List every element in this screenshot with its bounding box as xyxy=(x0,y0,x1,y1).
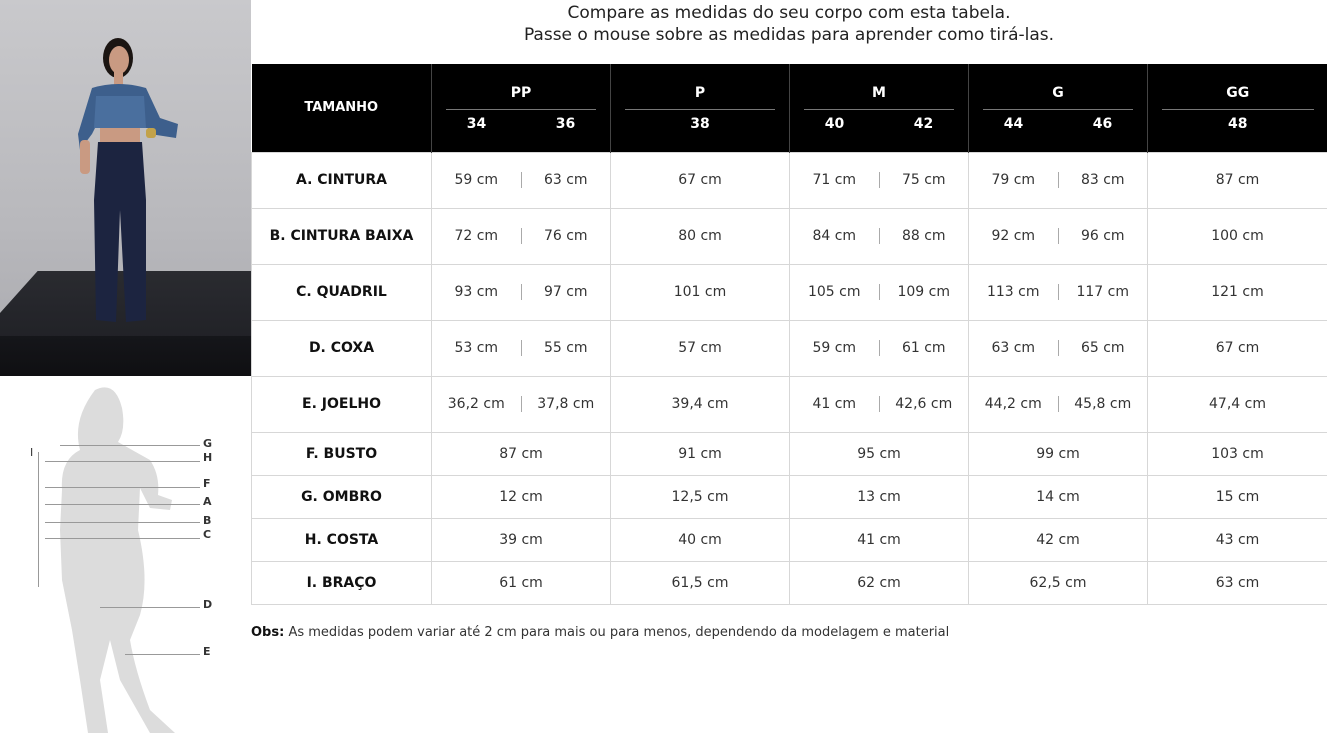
intro-text xyxy=(251,2,1327,46)
obs-text: As medidas podem variar até 2 cm para mais ou para menos, dependendo da modelagem e material xyxy=(288,625,950,640)
measurement-cell: 62,5 cm xyxy=(969,561,1148,604)
measurement-cell: 103 cm xyxy=(1148,432,1327,475)
value-text: 93 cm xyxy=(454,284,499,300)
value-text: 63 cm xyxy=(543,172,588,188)
table-header-row xyxy=(252,64,1327,152)
measurement-cell: 80 cm xyxy=(611,208,790,264)
measurement-cell: 95 cm xyxy=(790,432,969,475)
figure-label-g[interactable]: G xyxy=(203,437,213,450)
measurement-cell xyxy=(790,320,969,376)
value-text: 109 cm xyxy=(897,284,950,300)
table-row xyxy=(252,264,1327,320)
measurement-silhouette xyxy=(0,380,251,733)
measurement-cell: 101 cm xyxy=(611,264,790,320)
header-size-label: TAMANHO xyxy=(252,64,432,152)
value-text: 40 xyxy=(824,116,845,133)
value-text: 37,8 cm xyxy=(537,396,595,412)
measurement-cell: 121 cm xyxy=(1148,264,1327,320)
value-text: 55 cm xyxy=(543,340,588,356)
row-label[interactable]: F. BUSTO xyxy=(252,432,432,475)
table-row xyxy=(252,208,1327,264)
measurement-cell: 67 cm xyxy=(1148,320,1327,376)
value-text: 61 cm xyxy=(901,340,946,356)
value-text: 79 cm xyxy=(991,172,1036,188)
measurement-cell xyxy=(432,152,611,208)
row-label[interactable]: A. CINTURA xyxy=(252,152,432,208)
measurement-cell xyxy=(432,376,611,432)
intro-line-2: Passe o mouse sobre as medidas para aprender como tirá-las. xyxy=(523,25,1055,45)
table-row xyxy=(252,320,1327,376)
observation-note xyxy=(251,625,949,640)
value-text: 42 xyxy=(913,116,934,133)
measurement-cell xyxy=(969,208,1148,264)
value-text: 96 cm xyxy=(1080,228,1125,244)
value-text: 45,8 cm xyxy=(1074,396,1132,412)
table-row xyxy=(252,376,1327,432)
obs-label: Obs: xyxy=(251,625,285,640)
measurement-cell: 39,4 cm xyxy=(611,376,790,432)
measurement-cell xyxy=(790,208,969,264)
header-group-g: G 44 46 xyxy=(969,64,1148,152)
table-row xyxy=(252,475,1327,518)
measurement-cell: 100 cm xyxy=(1148,208,1327,264)
figure-label-a[interactable]: A xyxy=(203,495,212,508)
size-table xyxy=(251,64,1327,605)
value-text: 59 cm xyxy=(454,172,499,188)
value-text: 34 xyxy=(466,116,487,133)
measurement-cell: 39 cm xyxy=(432,518,611,561)
header-group-pp: PP 34 36 xyxy=(432,64,611,152)
value-text: 88 cm xyxy=(901,228,946,244)
value-text: 105 cm xyxy=(807,284,861,300)
value-text: 75 cm xyxy=(901,172,946,188)
row-label[interactable]: B. CINTURA BAIXA xyxy=(252,208,432,264)
value-text: 44 xyxy=(1003,116,1024,133)
figure-label-h[interactable]: H xyxy=(203,451,213,464)
value-text: 36,2 cm xyxy=(447,396,505,412)
row-label[interactable]: G. OMBRO xyxy=(252,475,432,518)
value-text: 41 cm xyxy=(812,396,857,412)
measurement-cell: 57 cm xyxy=(611,320,790,376)
measurement-cell: 43 cm xyxy=(1148,518,1327,561)
value-text: 84 cm xyxy=(812,228,857,244)
measurement-cell xyxy=(432,320,611,376)
row-label[interactable]: D. COXA xyxy=(252,320,432,376)
figure-label-e[interactable]: E xyxy=(203,645,211,658)
figure-label-f[interactable]: F xyxy=(203,477,211,490)
value-text: 53 cm xyxy=(454,340,499,356)
measurement-cell xyxy=(432,208,611,264)
measurement-cell: 61,5 cm xyxy=(611,561,790,604)
measurement-cell: 99 cm xyxy=(969,432,1148,475)
table-row xyxy=(252,518,1327,561)
value-text: 44,2 cm xyxy=(984,396,1042,412)
value-text: 36 xyxy=(555,116,576,133)
measurement-cell: 67 cm xyxy=(611,152,790,208)
measurement-cell: 61 cm xyxy=(432,561,611,604)
row-label[interactable]: C. QUADRIL xyxy=(252,264,432,320)
value-text: 76 cm xyxy=(543,228,588,244)
value-text: 92 cm xyxy=(991,228,1036,244)
table-row xyxy=(252,561,1327,604)
table-row xyxy=(252,432,1327,475)
measurement-cell xyxy=(790,376,969,432)
measurement-cell xyxy=(790,152,969,208)
measurement-cell xyxy=(969,320,1148,376)
value-text: 42,6 cm xyxy=(895,396,953,412)
measurement-cell xyxy=(969,152,1148,208)
value-text: 97 cm xyxy=(543,284,588,300)
product-photo xyxy=(0,0,251,376)
measurement-cell: 47,4 cm xyxy=(1148,376,1327,432)
measurement-cell: 42 cm xyxy=(969,518,1148,561)
measurement-cell: 41 cm xyxy=(790,518,969,561)
header-group-p: P 38 xyxy=(611,64,790,152)
value-text: 72 cm xyxy=(454,228,499,244)
measurement-cell: 12,5 cm xyxy=(611,475,790,518)
row-label[interactable]: I. BRAÇO xyxy=(252,561,432,604)
value-text: 46 xyxy=(1092,116,1113,133)
model-illustration xyxy=(0,0,251,376)
measurement-cell xyxy=(969,264,1148,320)
figure-label-i[interactable]: I xyxy=(30,446,34,459)
table-row xyxy=(252,152,1327,208)
value-text: 113 cm xyxy=(986,284,1040,300)
value-text: 59 cm xyxy=(812,340,857,356)
value-text: 71 cm xyxy=(812,172,857,188)
header-group-gg: GG 48 xyxy=(1148,64,1327,152)
intro-line-1: Compare as medidas do seu corpo com esta tabela. xyxy=(567,3,1011,23)
row-label[interactable]: H. COSTA xyxy=(252,518,432,561)
measurement-cell: 12 cm xyxy=(432,475,611,518)
measurement-cell: 14 cm xyxy=(969,475,1148,518)
measurement-cell: 13 cm xyxy=(790,475,969,518)
value-text: 83 cm xyxy=(1080,172,1125,188)
value-text: 65 cm xyxy=(1080,340,1125,356)
measurement-cell: 63 cm xyxy=(1148,561,1327,604)
measurement-cell: 87 cm xyxy=(1148,152,1327,208)
figure-label-b[interactable]: B xyxy=(203,514,212,527)
measurement-cell xyxy=(432,264,611,320)
measurement-cell: 15 cm xyxy=(1148,475,1327,518)
row-label[interactable]: E. JOELHO xyxy=(252,376,432,432)
value-text: 63 cm xyxy=(991,340,1036,356)
measurement-cell: 62 cm xyxy=(790,561,969,604)
measurement-cell: 40 cm xyxy=(611,518,790,561)
figure-label-d[interactable]: D xyxy=(203,598,213,611)
measurement-cell: 87 cm xyxy=(432,432,611,475)
value-text: 38 xyxy=(690,116,710,133)
value-text: 48 xyxy=(1228,116,1248,133)
measurement-cell xyxy=(790,264,969,320)
header-group-m: M 40 42 xyxy=(790,64,969,152)
value-text: 117 cm xyxy=(1076,284,1129,300)
measurement-cell xyxy=(969,376,1148,432)
figure-label-c[interactable]: C xyxy=(203,528,212,541)
measurement-cell: 91 cm xyxy=(611,432,790,475)
